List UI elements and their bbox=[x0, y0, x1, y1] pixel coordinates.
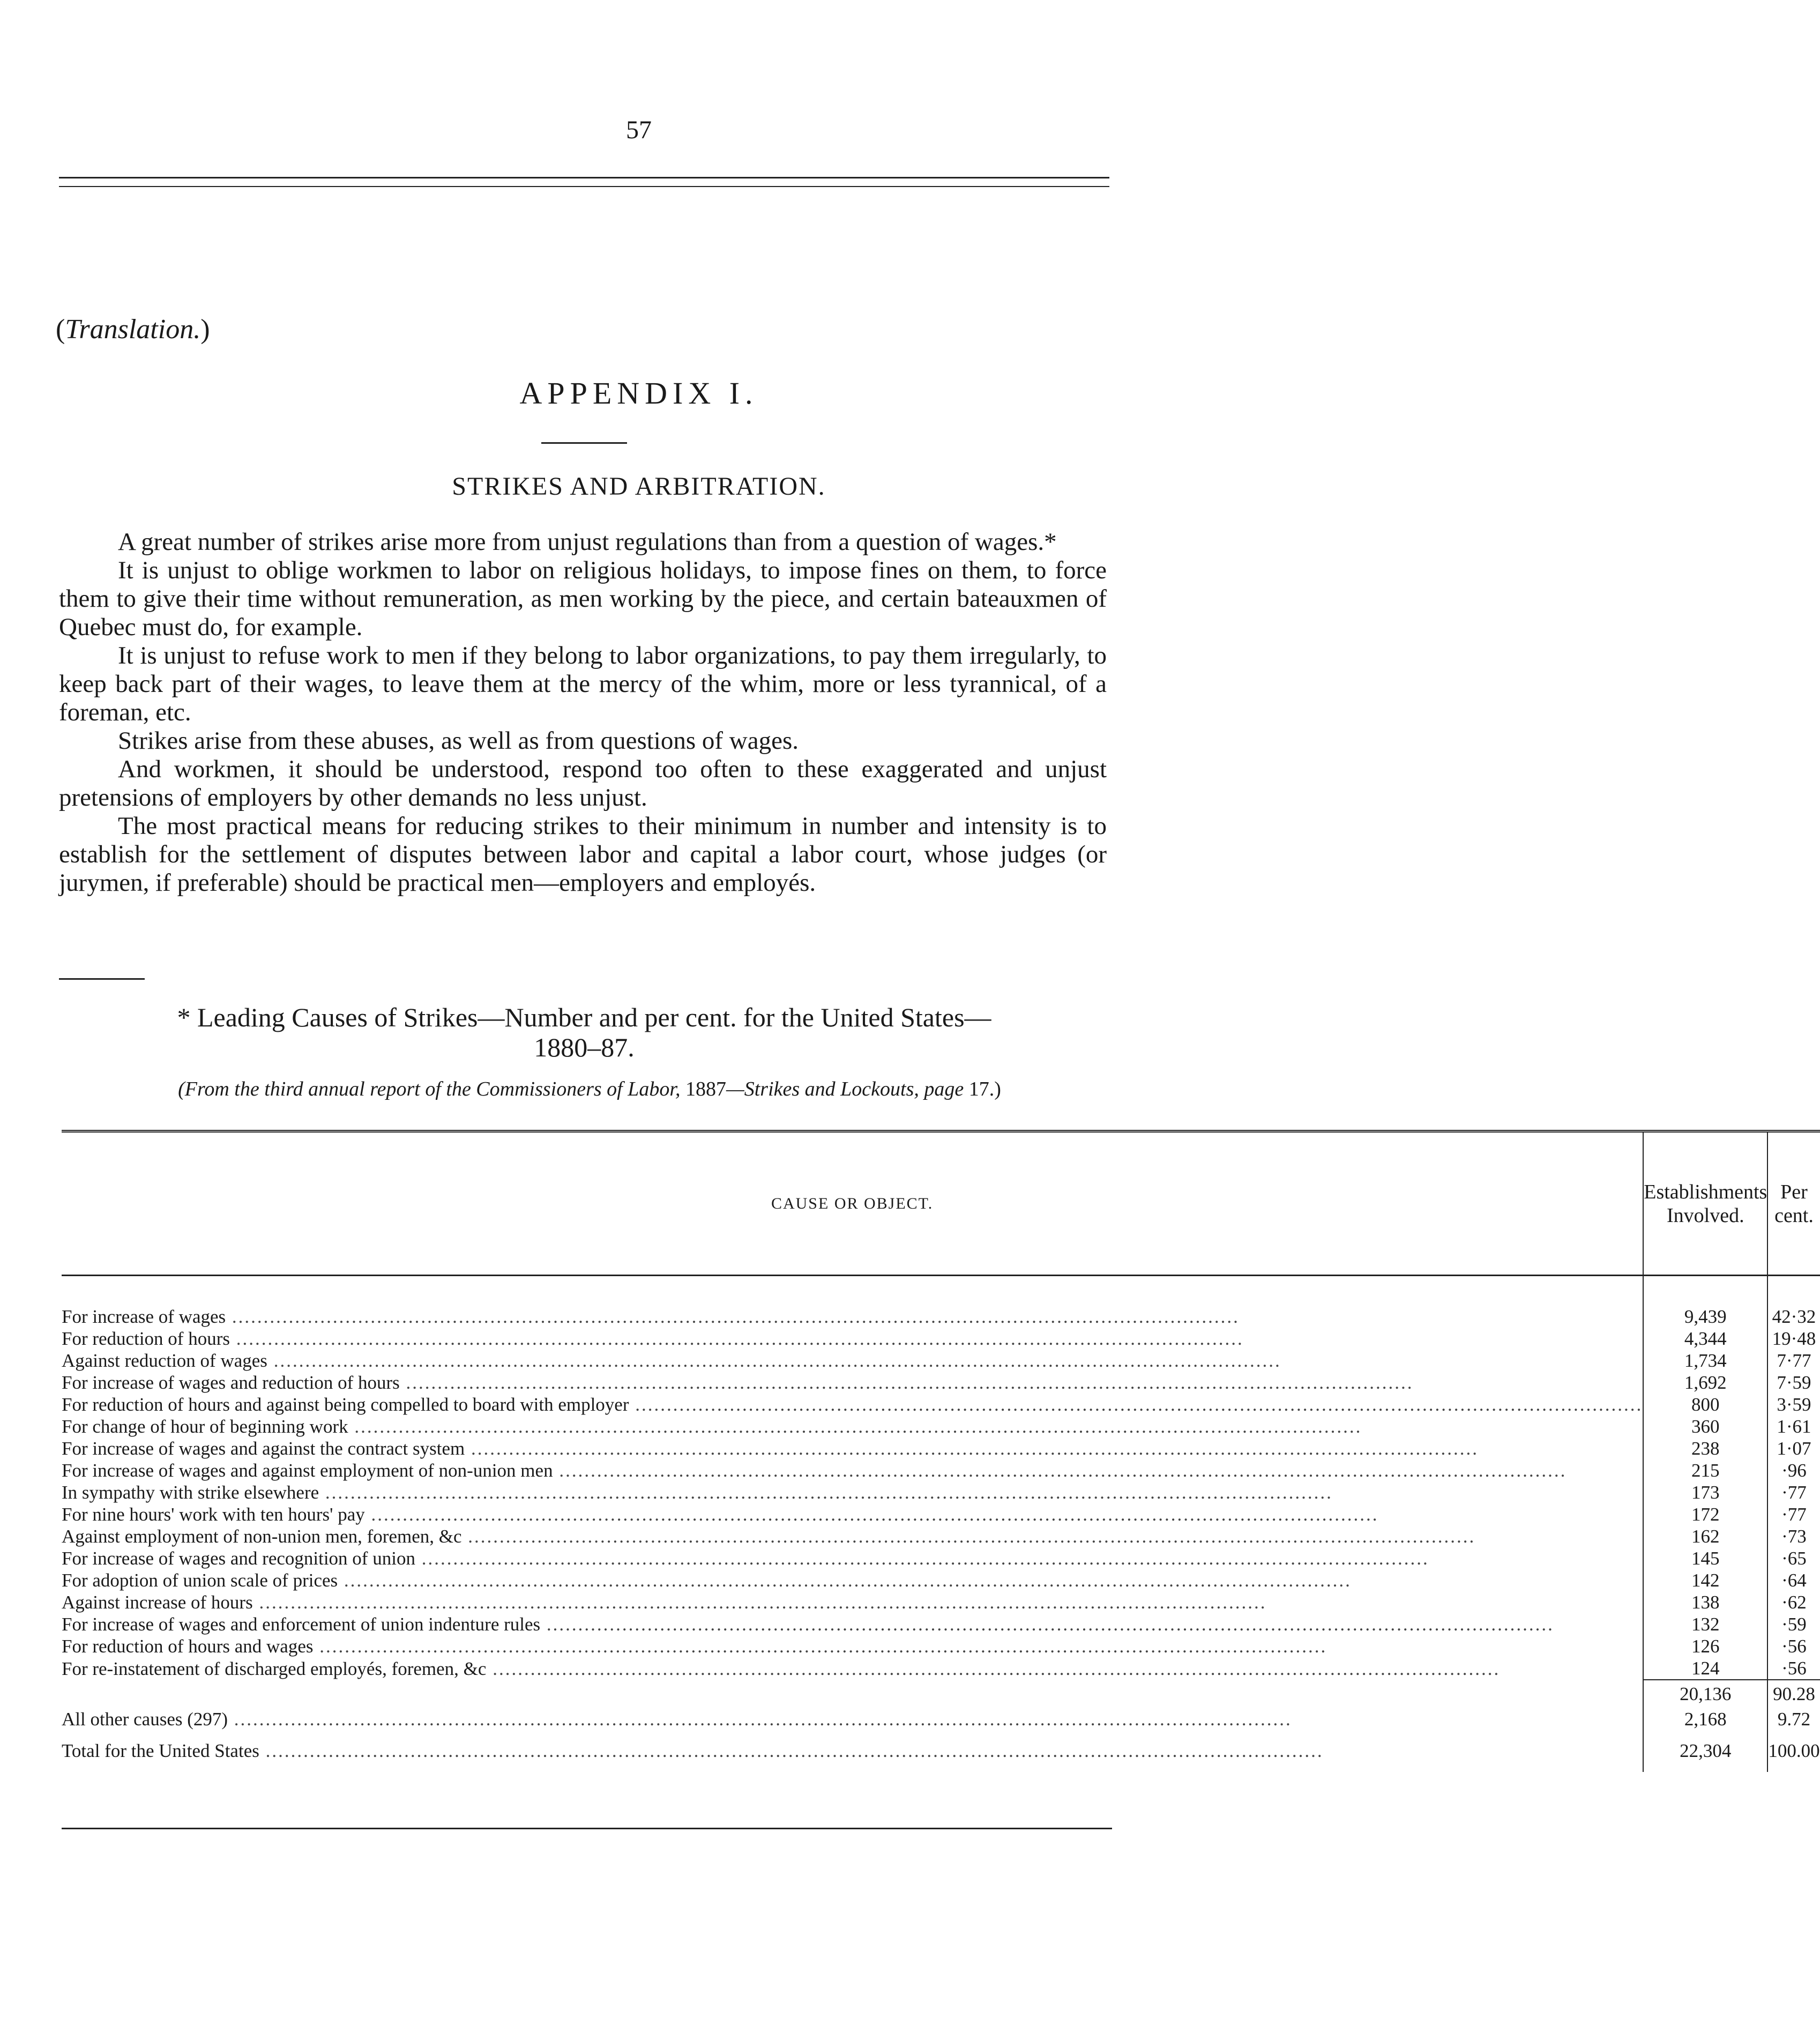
source-year: 1887 bbox=[685, 1078, 726, 1100]
row-cause-label: For increase of wages and against employment of non-union men bbox=[62, 1460, 553, 1481]
table-row bbox=[62, 1372, 1820, 1394]
row-percent: 3·59 bbox=[1767, 1394, 1819, 1416]
row-percent: ·56 bbox=[1767, 1635, 1819, 1657]
strikes-table bbox=[62, 1130, 1820, 1772]
row-cause-label: Against employment of non-union men, foremen, &c bbox=[62, 1526, 462, 1547]
table-header-row bbox=[62, 1131, 1820, 1276]
row-percent: ·77 bbox=[1767, 1481, 1819, 1503]
translation-open: ( bbox=[56, 314, 65, 345]
subtotal-percent: 90.28 bbox=[1767, 1680, 1819, 1708]
row-percent: ·62 bbox=[1767, 1591, 1819, 1613]
subtotal-cause bbox=[62, 1680, 1643, 1708]
total-cause-label: Total for the United States bbox=[62, 1740, 259, 1761]
row-percent: ·77 bbox=[1767, 1503, 1819, 1525]
row-percent: 42·32 bbox=[1767, 1276, 1819, 1328]
table-row bbox=[62, 1503, 1820, 1525]
table-row bbox=[62, 1394, 1820, 1416]
leader-dots: ................................................................................................................................................................ bbox=[364, 1504, 1379, 1525]
row-percent: 1·07 bbox=[1767, 1437, 1819, 1459]
table-bottom-rule bbox=[62, 1828, 1112, 1829]
table-row bbox=[62, 1525, 1820, 1547]
row-establishments: 4,344 bbox=[1643, 1328, 1767, 1350]
paragraph: And workmen, it should be understood, respond too often to these exaggerated and unjust pretensions of employers by other demands no less unjust. bbox=[59, 755, 1107, 811]
leader-dots: ................................................................................................................................................................ bbox=[338, 1570, 1352, 1591]
row-cause bbox=[62, 1591, 1643, 1613]
other-establishments: 2,168 bbox=[1643, 1708, 1767, 1730]
leader-dots: ................................................................................................................................................................ bbox=[252, 1592, 1267, 1613]
row-cause bbox=[62, 1394, 1643, 1416]
row-cause-label: In sympathy with strike elsewhere bbox=[62, 1482, 319, 1503]
row-cause bbox=[62, 1547, 1643, 1569]
row-establishments: 172 bbox=[1643, 1503, 1767, 1525]
source-open: (From the third annual report of the Commissioners of Labor, bbox=[178, 1078, 685, 1100]
footnote-source bbox=[64, 1077, 1115, 1101]
row-percent: ·65 bbox=[1767, 1547, 1819, 1569]
body-text bbox=[59, 528, 1107, 897]
header-rule bbox=[59, 177, 1109, 187]
row-percent: ·96 bbox=[1767, 1459, 1819, 1481]
row-cause-label: Against increase of hours bbox=[62, 1592, 253, 1613]
leader-dots: ................................................................................................................................................................ bbox=[348, 1416, 1362, 1437]
footnote-divider bbox=[59, 978, 145, 980]
leader-dots: ................................................................................................................................................................ bbox=[229, 1328, 1244, 1349]
row-percent: ·59 bbox=[1767, 1613, 1819, 1635]
paragraph: A great number of strikes arise more from unjust regulations than from a question of wages.* bbox=[118, 528, 1057, 556]
subtotal-row bbox=[62, 1680, 1820, 1708]
translation-word: Translation. bbox=[65, 314, 201, 345]
table-row bbox=[62, 1416, 1820, 1437]
leader-dots: ........................................................................................................................................................................ bbox=[259, 1740, 1324, 1761]
table-row bbox=[62, 1437, 1820, 1459]
other-cause bbox=[62, 1708, 1643, 1730]
leader-dots: ................................................................................................................................................................ bbox=[553, 1460, 1567, 1481]
table-row bbox=[62, 1459, 1820, 1481]
table-row bbox=[62, 1276, 1820, 1328]
leader-dots: ........................................................................................................................................................................ bbox=[228, 1709, 1292, 1730]
row-establishments: 1,734 bbox=[1643, 1350, 1767, 1372]
section-title: STRIKES AND ARBITRATION. bbox=[452, 472, 826, 501]
total-establishments: 22,304 bbox=[1643, 1730, 1767, 1772]
row-cause bbox=[62, 1372, 1643, 1394]
row-establishments: 126 bbox=[1643, 1635, 1767, 1657]
leader-dots: ................................................................................................................................................................ bbox=[399, 1372, 1414, 1393]
paragraph: Strikes arise from these abuses, as well as from questions of wages. bbox=[118, 727, 799, 755]
page-number: 57 bbox=[626, 116, 652, 144]
row-cause-label: For increase of wages and recognition of union bbox=[62, 1548, 415, 1569]
row-establishments: 173 bbox=[1643, 1481, 1767, 1503]
footnote-title-line2: 1880–87. bbox=[534, 1032, 635, 1062]
row-cause bbox=[62, 1657, 1643, 1680]
other-row bbox=[62, 1708, 1820, 1730]
leader-dots: ................................................................................................................................................................ bbox=[415, 1548, 1429, 1569]
footnote-title bbox=[80, 1002, 1088, 1062]
row-establishments: 238 bbox=[1643, 1437, 1767, 1459]
row-cause bbox=[62, 1635, 1643, 1657]
table-summary bbox=[62, 1680, 1820, 1772]
row-establishments: 215 bbox=[1643, 1459, 1767, 1481]
row-cause-label: For increase of wages bbox=[62, 1306, 226, 1327]
leader-dots: ................................................................................................................................................................ bbox=[226, 1306, 1240, 1327]
row-percent: ·56 bbox=[1767, 1657, 1819, 1680]
row-cause bbox=[62, 1350, 1643, 1372]
row-cause-label: For increase of wages and against the contract system bbox=[62, 1438, 465, 1459]
leader-dots: ................................................................................................................................................................ bbox=[313, 1636, 1327, 1657]
table-body bbox=[62, 1276, 1820, 1680]
row-establishments: 145 bbox=[1643, 1547, 1767, 1569]
row-establishments: 9,439 bbox=[1643, 1276, 1767, 1328]
leader-dots: ................................................................................................................................................................ bbox=[465, 1438, 1479, 1459]
row-cause-label: For reduction of hours bbox=[62, 1328, 230, 1349]
table-row bbox=[62, 1569, 1820, 1591]
row-cause bbox=[62, 1276, 1643, 1328]
paragraph: It is unjust to refuse work to men if they belong to labor organizations, to pay them irregularly, to keep back part of their wages, to leave them at the mercy of the whim, more or less tyrannical, of a foreman, etc. bbox=[59, 642, 1107, 726]
table-row bbox=[62, 1350, 1820, 1372]
row-cause bbox=[62, 1328, 1643, 1350]
row-cause-label: For increase of wages and enforcement of union indenture rules bbox=[62, 1614, 541, 1635]
row-establishments: 124 bbox=[1643, 1657, 1767, 1680]
table-row bbox=[62, 1481, 1820, 1503]
total-row bbox=[62, 1730, 1820, 1772]
row-cause-label: For adoption of union scale of prices bbox=[62, 1570, 338, 1591]
row-establishments: 138 bbox=[1643, 1591, 1767, 1613]
other-cause-label: All other causes (297) bbox=[62, 1709, 228, 1730]
leader-dots: ................................................................................................................................................................ bbox=[629, 1394, 1643, 1415]
leader-dots: ................................................................................................................................................................ bbox=[319, 1482, 1333, 1503]
subtotal-establishments: 20,136 bbox=[1643, 1680, 1767, 1708]
leader-dots: ................................................................................................................................................................ bbox=[540, 1614, 1554, 1635]
row-cause bbox=[62, 1459, 1643, 1481]
row-percent: 1·61 bbox=[1767, 1416, 1819, 1437]
table-row bbox=[62, 1613, 1820, 1635]
row-percent: 7·77 bbox=[1767, 1350, 1819, 1372]
header-establishments: Establishments Involved. bbox=[1643, 1131, 1767, 1276]
source-close: .) bbox=[989, 1078, 1001, 1100]
row-cause bbox=[62, 1481, 1643, 1503]
header-percent: Per cent. bbox=[1767, 1131, 1819, 1276]
row-cause bbox=[62, 1569, 1643, 1591]
leader-dots: ................................................................................................................................................................ bbox=[267, 1350, 1281, 1371]
total-percent: 100.00 bbox=[1767, 1730, 1819, 1772]
title-divider bbox=[541, 442, 627, 444]
row-cause bbox=[62, 1503, 1643, 1525]
row-establishments: 142 bbox=[1643, 1569, 1767, 1591]
row-cause-label: For re-instatement of discharged employés, foremen, &c bbox=[62, 1658, 487, 1679]
row-percent: ·73 bbox=[1767, 1525, 1819, 1547]
row-cause-label: For reduction of hours and wages bbox=[62, 1636, 314, 1657]
footnote-title-line1: * Leading Causes of Strikes—Number and per cent. for the United States— bbox=[177, 1002, 991, 1032]
source-page: 17 bbox=[968, 1078, 989, 1100]
row-establishments: 132 bbox=[1643, 1613, 1767, 1635]
row-cause-label: For nine hours' work with ten hours' pay bbox=[62, 1504, 365, 1525]
table-row bbox=[62, 1635, 1820, 1657]
table-row bbox=[62, 1657, 1820, 1680]
other-percent: 9.72 bbox=[1767, 1708, 1819, 1730]
row-cause bbox=[62, 1613, 1643, 1635]
row-cause-label: For reduction of hours and against being compelled to board with employer bbox=[62, 1394, 629, 1415]
row-establishments: 800 bbox=[1643, 1394, 1767, 1416]
row-cause bbox=[62, 1525, 1643, 1547]
leader-dots: ................................................................................................................................................................ bbox=[486, 1658, 1501, 1679]
table-row bbox=[62, 1547, 1820, 1569]
row-cause bbox=[62, 1416, 1643, 1437]
table-row bbox=[62, 1328, 1820, 1350]
row-cause bbox=[62, 1437, 1643, 1459]
source-mid: —Strikes and Lockouts, page bbox=[726, 1078, 969, 1100]
row-percent: 7·59 bbox=[1767, 1372, 1819, 1394]
row-establishments: 162 bbox=[1643, 1525, 1767, 1547]
row-percent: ·64 bbox=[1767, 1569, 1819, 1591]
appendix-title: APPENDIX I. bbox=[519, 376, 758, 411]
row-establishments: 1,692 bbox=[1643, 1372, 1767, 1394]
row-cause-label: For increase of wages and reduction of hours bbox=[62, 1372, 400, 1393]
row-cause-label: Against reduction of wages bbox=[62, 1350, 267, 1371]
translation-close: ) bbox=[200, 314, 210, 345]
paragraph: The most practical means for reducing strikes to their minimum in number and intensity is to establish for the settlement of disputes between labor and capital a labor court, whose judges (or jurymen, if preferable) should be practical men—employers and employés. bbox=[59, 812, 1107, 897]
header-cause: CAUSE OR OBJECT. bbox=[62, 1131, 1643, 1276]
row-cause-label: For change of hour of beginning work bbox=[62, 1416, 348, 1437]
leader-dots: ................................................................................................................................................................ bbox=[461, 1526, 1476, 1547]
paragraph: It is unjust to oblige workmen to labor on religious holidays, to impose fines on them, to force them to give their time without remuneration, as men working by the piece, and certain bateauxmen of Quebec must do, for example. bbox=[59, 556, 1107, 641]
translation-label bbox=[56, 314, 210, 345]
total-cause bbox=[62, 1730, 1643, 1772]
table-row bbox=[62, 1591, 1820, 1613]
row-establishments: 360 bbox=[1643, 1416, 1767, 1437]
row-percent: 19·48 bbox=[1767, 1328, 1819, 1350]
